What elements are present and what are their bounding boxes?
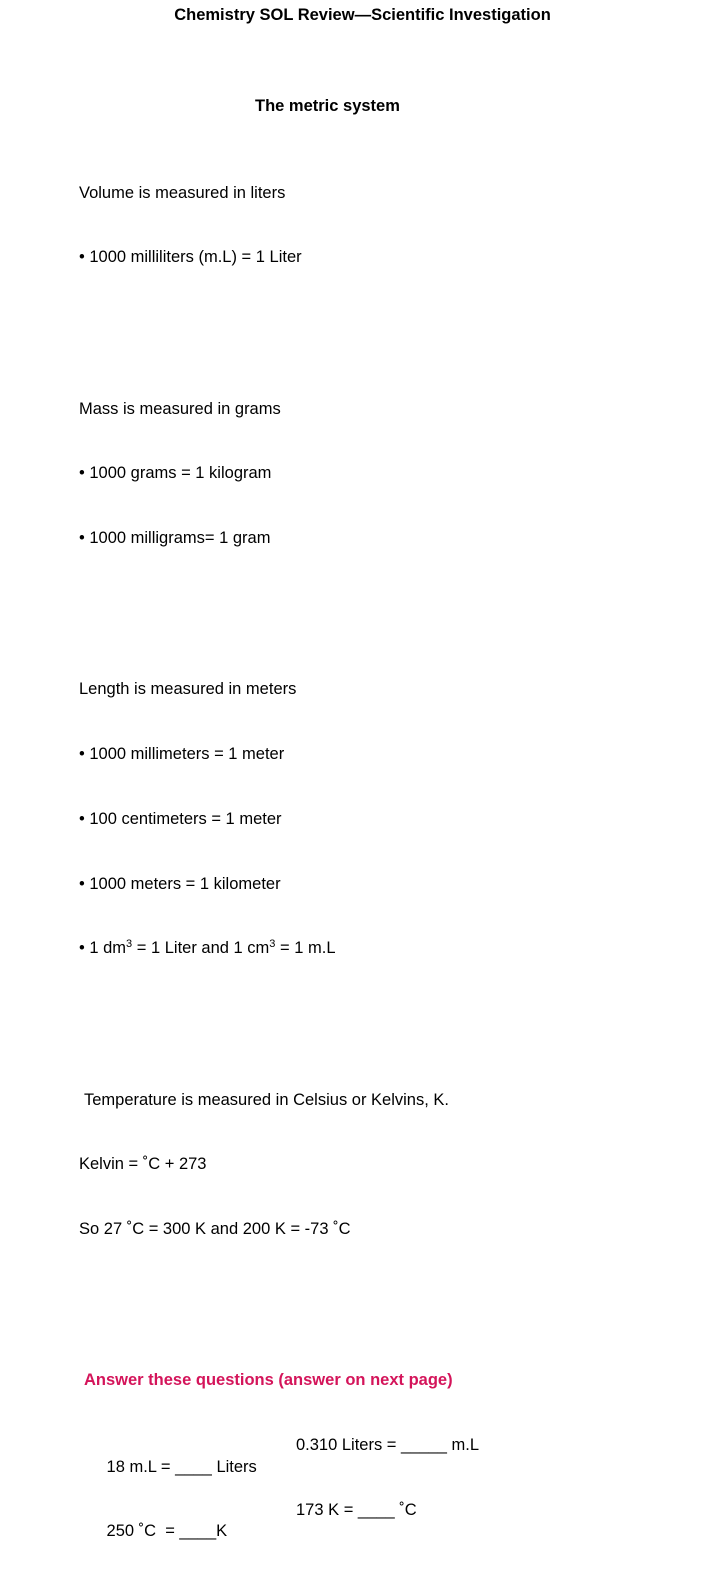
volume-item: • 1000 milliliters (m.L) = 1 Liter [79,248,302,267]
spacer [79,312,453,334]
spacer [79,593,453,615]
length-item-volume-equivalence [79,938,453,960]
spacer [79,1284,453,1306]
mass-item: • 1000 grams = 1 kilogram [79,464,272,483]
kelvin-formula: Kelvin = ˚C + 273 [79,1155,207,1174]
volume-intro: Volume is measured in liters [79,183,286,202]
length-item: • 100 centimeters = 1 meter [79,809,282,828]
equivalence-part-b: = 1 Liter and 1 cm [132,939,270,958]
equivalence-part-a: • 1 dm [79,939,127,958]
metric-heading: The metric system [255,97,400,116]
question-right: 173 K = ____ ˚C [296,1500,417,1519]
length-item: • 1000 millimeters = 1 meter [79,745,285,763]
length-intro: Length is measured in meters [79,680,297,699]
mass-item: • 1000 milligrams= 1 gram [79,529,271,548]
mass-intro: Mass is measured in grams [79,399,281,418]
question-row [79,1500,453,1541]
question-left: 250 ˚C = ____K [106,1522,228,1541]
superscript: 3 [269,938,276,951]
temperature-example: So 27 ˚C = 300 K and 200 K = -73 ˚C [79,1220,351,1239]
length-item: • 1000 meters = 1 kilometer [79,874,281,893]
spacer [79,1003,453,1025]
page-title: Chemistry SOL Review—Scientific Investigation [174,6,551,24]
equivalence-part-c: = 1 m.L [275,939,336,958]
question-left: 18 m.L = ____ Liters [106,1457,257,1476]
question-row [79,1435,479,1476]
slide-body [79,53,479,1565]
superscript: 3 [126,938,133,951]
questions-heading: Answer these questions (answer on next page) [84,1371,453,1390]
question-right: 0.310 Liters = _____ m.L [296,1436,479,1454]
temperature-intro: Temperature is measured in Celsius or Kelvins, K. [84,1090,449,1109]
